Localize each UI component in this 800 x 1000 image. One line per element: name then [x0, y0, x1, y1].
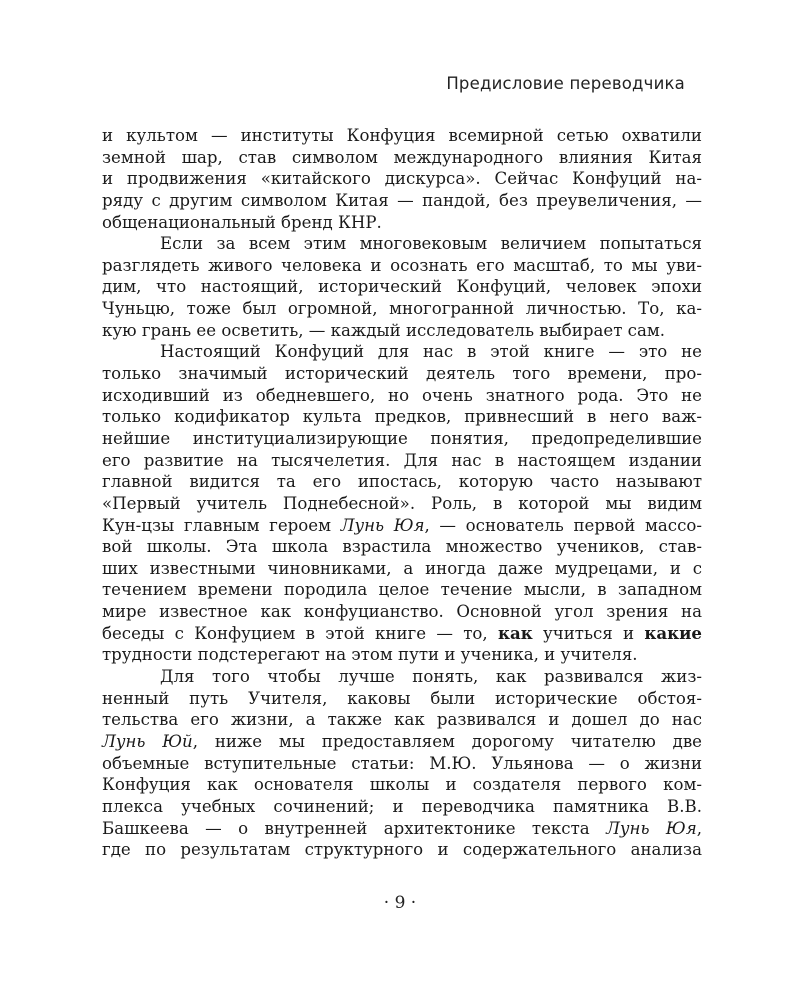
text-segment: земной шар, став символом международного влияния Китая: [102, 147, 702, 167]
text-line: [102, 753, 702, 775]
text-segment: течением времени породила целое течение мысли, в западном: [102, 580, 702, 600]
text-segment: Если за всем этим многовековым величием попытаться: [160, 234, 702, 254]
text-line: [102, 363, 702, 385]
text-segment: трудности подстерегают на этом пути и ученика, и учителя.: [102, 645, 638, 665]
text-line: [102, 536, 702, 558]
text-line: [102, 298, 702, 320]
text-segment: исходивший из обедневшего, но очень знатного рода. Это не: [102, 385, 702, 405]
text-line: [102, 276, 702, 298]
text-segment: плекса учебных сочинений; и переводчика памятника В.В.: [102, 796, 702, 816]
text-segment: только кодификатор культа предков, привнесший в него важ-: [102, 407, 702, 427]
text-segment: нейшие институциализирующие понятия, предопределившие: [102, 428, 702, 448]
text-segment: ,: [696, 818, 702, 838]
text-line: [102, 774, 702, 796]
text-line: [102, 320, 702, 342]
text-segment: главной видится та его ипостась, которую часто называют: [102, 472, 702, 492]
text-line: [102, 450, 702, 472]
text-segment: и культом — институты Конфуция всемирной сетью охватили: [102, 126, 702, 145]
text-segment: только значимый исторический деятель того времени, про-: [102, 364, 702, 384]
text-segment: Чуньцю, тоже был огромной, многогранной личностью. То, ка-: [102, 299, 702, 319]
text-line: [102, 385, 702, 407]
text-line: [102, 212, 702, 234]
text-segment: мире известное как конфуцианство. Основной угол зрения на: [102, 602, 702, 622]
text-segment: Башкеева — о внутренней архитектонике текста: [102, 818, 607, 838]
bold-emphasis: какие: [644, 622, 702, 643]
text-segment: , ниже мы предоставляем дорогому читателю две: [192, 731, 703, 751]
text-segment: Кун-цзы главным героем: [102, 515, 341, 535]
text-segment: кую грань ее осветить, — каждый исследователь выбирает сам.: [102, 320, 666, 340]
text-line: [102, 666, 702, 688]
text-line: [102, 623, 702, 645]
text-segment: ненный путь Учителя, каковы были исторические обстоя-: [102, 688, 702, 708]
text-line: [102, 796, 702, 818]
text-line: [102, 839, 702, 861]
text-segment: тельства его жизни, а также как развивался и дошел до нас: [102, 710, 702, 730]
text-line: [102, 406, 702, 428]
text-segment: учиться и: [532, 623, 645, 643]
text-line: [102, 818, 702, 840]
text-segment: объемные вступительные статьи: М.Ю. Ульянова — о жизни: [102, 753, 702, 773]
bold-emphasis: как: [497, 622, 533, 643]
text-line: [102, 731, 702, 753]
text-line: [102, 579, 702, 601]
text-line: [102, 190, 702, 212]
text-segment: дим, что настоящий, исторический Конфуций, человек эпохи: [102, 277, 702, 297]
text-line: [102, 147, 702, 169]
text-segment: , — основатель первой массо-: [424, 515, 702, 535]
text-segment: Конфуция как основателя школы и создателя первого ком-: [102, 775, 702, 795]
text-segment: Для того чтобы лучше понять, как развивался жиз-: [160, 667, 702, 687]
text-line: [102, 168, 702, 190]
text-segment: «Первый учитель Поднебесной». Роль, в которой мы видим: [102, 493, 702, 513]
text-segment: и продвижения «китайского дискурса». Сейчас Конфуций на-: [102, 169, 702, 189]
text-segment: где по результатам структурного и содержательного анализа: [102, 840, 702, 860]
text-line: [102, 515, 702, 537]
italic-title: Лунь Юй: [102, 731, 193, 751]
italic-title: Лунь Юя: [606, 818, 697, 838]
text-line: [102, 233, 702, 255]
text-line: [102, 341, 702, 363]
text-line: [102, 709, 702, 731]
text-segment: вой школы. Эта школа взрастила множество учеников, став-: [102, 537, 702, 557]
text-line: [102, 601, 702, 623]
text-segment: разглядеть живого человека и осознать его масштаб, то мы уви-: [102, 255, 702, 275]
text-line: [102, 558, 702, 580]
text-segment: общенациональный бренд КНР.: [102, 212, 382, 232]
text-line: [102, 471, 702, 493]
text-segment: беседы с Конфуцием в этой книге — то,: [102, 623, 498, 643]
text-line: [102, 688, 702, 710]
text-segment: Настоящий Конфуций для нас в этой книге — это не: [160, 342, 702, 362]
italic-title: Лунь Юя: [340, 515, 425, 535]
page-number: · 9 ·: [383, 893, 417, 913]
text-line: [102, 644, 702, 666]
text-line: [102, 255, 702, 277]
text-line: [102, 493, 702, 515]
text-segment: ряду с другим символом Китая — пандой, без преувеличения, —: [102, 190, 702, 210]
running-header: Предисловие переводчика: [446, 74, 685, 93]
text-segment: его развитие на тысячелетия. Для нас в настоящем издании: [102, 450, 702, 470]
body-text: [102, 125, 702, 861]
text-line: [102, 125, 702, 147]
text-line: [102, 428, 702, 450]
text-segment: ших известными чиновниками, а иногда даже мудрецами, и с: [102, 558, 702, 578]
